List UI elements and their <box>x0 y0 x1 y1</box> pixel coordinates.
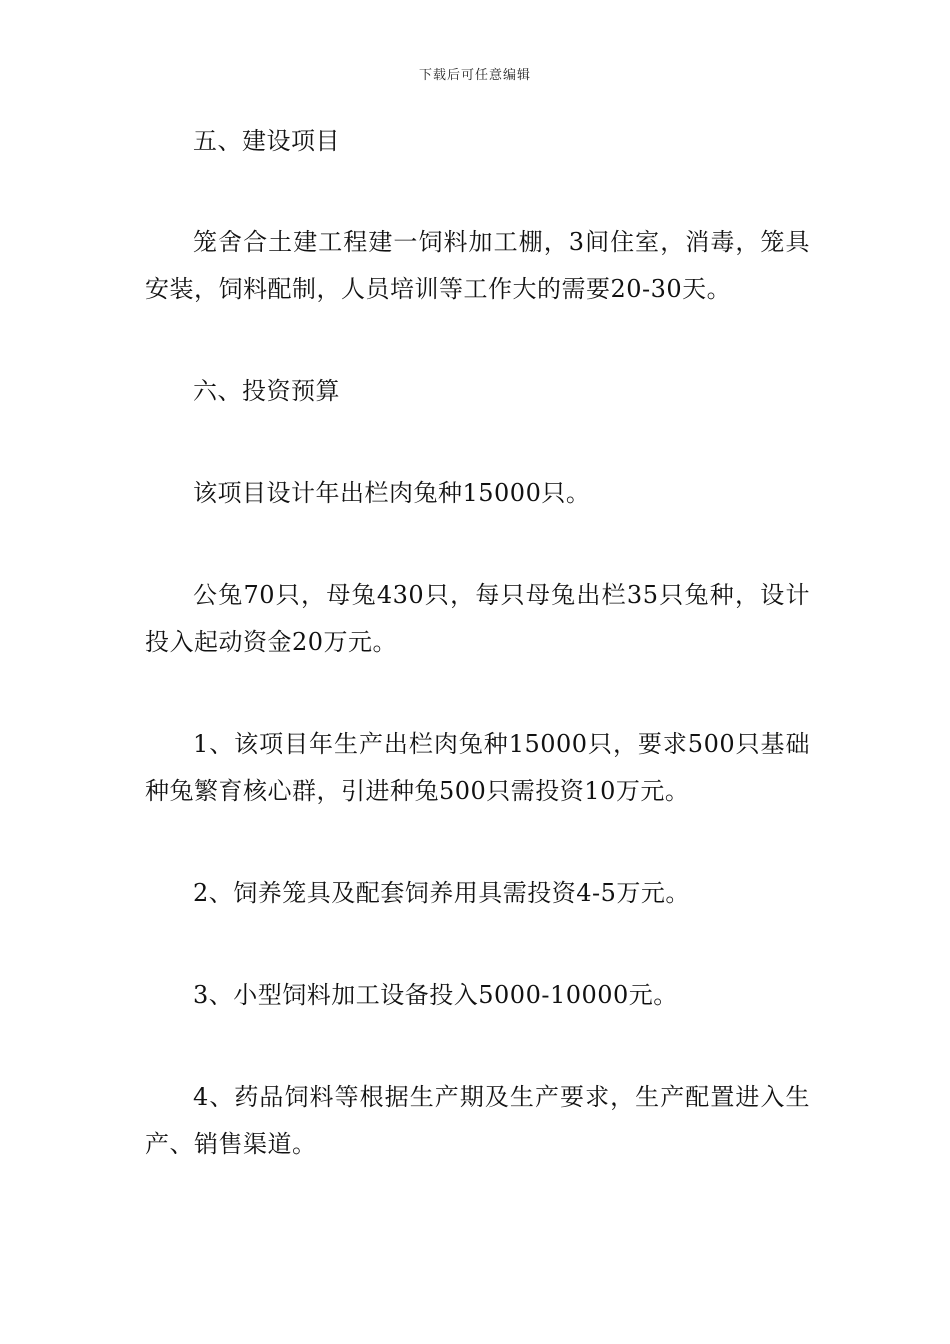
page-header: 下载后可任意编辑 <box>418 68 531 83</box>
list-item-3: 3、小型饲料加工设备投入5000-10000元。 <box>193 981 678 1009</box>
list-item-1: 1、该项目年生产出栏肉兔种15000只，要求500只基础种兔繁育核心群，引进种兔500只需投资10万元。 <box>145 730 810 805</box>
document-body <box>145 118 810 1168</box>
list-item-2: 2、饲养笼具及配套饲养用具需投资4-5万元。 <box>193 879 690 907</box>
list-item-4: 4、药品饲料等根据生产期及生产要求，生产配置进入生产、销售渠道。 <box>145 1083 810 1158</box>
paragraph-construction-details: 笼舍合土建工程建一饲料加工棚，3间住室，消毒，笼具安装，饲料配制，人员培训等工作大的需要20-30天。 <box>145 228 810 303</box>
section-heading-construction: 五、建设项目 <box>193 127 340 155</box>
section-heading-budget: 六、投资预算 <box>193 377 340 405</box>
paragraph-annual-output: 该项目设计年出栏肉兔种15000只。 <box>193 479 591 507</box>
paragraph-breeding-stock: 公兔70只，母兔430只，每只母兔出栏35只兔种，设计投入起动资金20万元。 <box>145 581 810 656</box>
